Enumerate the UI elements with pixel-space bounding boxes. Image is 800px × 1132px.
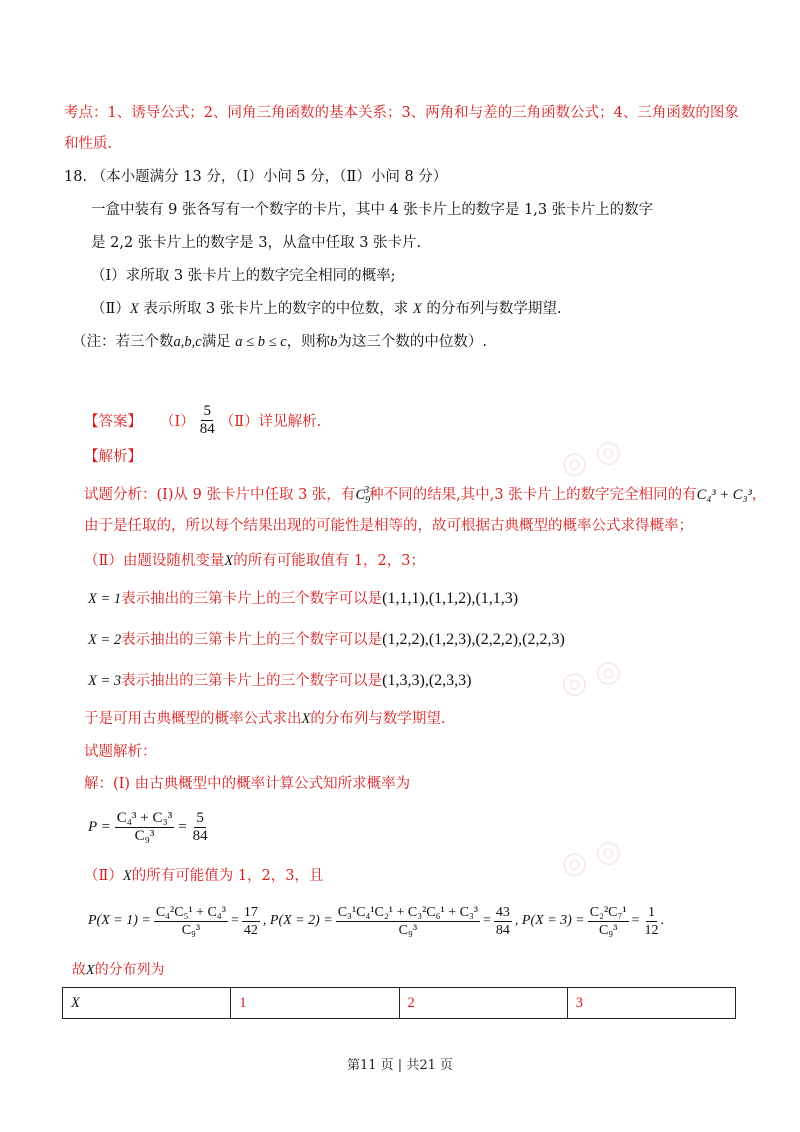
question-note (72, 332, 487, 352)
var-x: X (301, 711, 311, 727)
jiexi-step1: 解：(Ⅰ) 由古典概型中的概率计算公式知所求概率为 (84, 776, 411, 792)
fraction (588, 904, 629, 939)
text: 于是可用古典概型的概率公式求出 (84, 711, 302, 727)
text: 表示抽出的三第卡片上的三个数字可以是 (121, 632, 383, 648)
math: P = (88, 818, 111, 835)
watermark: ◎ ◎ (556, 831, 626, 884)
table-cell: 2 (399, 988, 567, 1019)
fenxi-line3 (84, 551, 425, 571)
fraction-numerator: 17 (243, 904, 258, 920)
fraction-numerator: C₄²C₅¹ + C₄³ (155, 904, 226, 920)
question-part2 (91, 299, 561, 319)
fraction-numerator: 5 (203, 402, 211, 419)
fraction-numerator: 43 (495, 904, 510, 920)
question-part1: （Ⅰ）求所取 3 张卡片上的数字完全相同的概率; (91, 268, 396, 284)
text: （注：若三个数 (72, 334, 174, 350)
text: 表示抽出的三第卡片上的三个数字可以是 (121, 591, 383, 607)
table-cell: X (63, 988, 231, 1019)
text: ， (751, 486, 767, 503)
fraction (336, 904, 480, 939)
fraction-denominator: 12 (644, 922, 659, 938)
math: C₄³ + C₃³ (696, 486, 752, 503)
fenxi-line4 (88, 589, 518, 609)
fraction-numerator: 5 (196, 809, 204, 826)
math: X = 1 (88, 591, 122, 607)
math: (1,1,1),(1,1,2),(1,1,3) (382, 590, 519, 607)
fraction (494, 904, 512, 939)
fraction-numerator: C₂²C₇¹ (589, 904, 627, 920)
fraction-denominator: C₉³ (134, 827, 155, 844)
math: , P(X = 2) = (262, 913, 333, 928)
watermark: ◎ ◎ (556, 431, 626, 484)
answer-label: 【答案】 (84, 413, 142, 430)
text: 表示抽出的三第卡片上的三个数字可以是 (121, 673, 383, 689)
math: 3 (364, 485, 370, 496)
text: 故 (72, 962, 86, 978)
jiexi-label: 试题解析： (84, 744, 157, 760)
text: 试题分析：(Ⅰ)从 9 张卡片中任取 3 张，有 (84, 486, 356, 503)
fenxi-line5 (88, 630, 565, 650)
var-x: X (129, 301, 139, 317)
var-x: X (122, 868, 132, 884)
math: = (178, 818, 187, 835)
formula-p (88, 805, 210, 849)
fraction-numerator: C₃¹C₄¹C₂¹ + C₃²C₆¹ + C₃³ (337, 904, 479, 920)
text: （Ⅱ） (91, 301, 130, 317)
fenxi-line6 (88, 671, 471, 691)
fraction-denominator: 84 (199, 420, 215, 437)
fraction (242, 904, 260, 939)
text: 的所有可能取值有 1，2，3； (233, 553, 426, 569)
math: (1,3,3),(2,3,3) (382, 672, 472, 689)
fraction-denominator: 42 (243, 922, 258, 938)
text: 的所有可能值为 1，2，3，且 (131, 868, 324, 884)
math: = (230, 913, 239, 928)
table-cell: 1 (231, 988, 399, 1019)
fenxi-line7 (84, 709, 445, 729)
watermark: ◎ ◎ (556, 651, 626, 704)
jiexi-step2 (84, 866, 324, 886)
math: . (660, 913, 664, 928)
fraction-numerator: 1 (648, 904, 655, 920)
table-row (63, 988, 736, 1019)
math: P(X = 1) = (88, 913, 151, 928)
text: （Ⅱ）由题设随机变量 (84, 553, 225, 569)
fenxi-line1 (84, 481, 766, 511)
question-line2: 是 2,2 张卡片上的数字是 3，从盒中任取 3 张卡片. (91, 235, 422, 251)
question-line1: 一盒中装有 9 张各写有一个数字的卡片，其中 4 张卡片上的数字是 1,3 张卡片上的数字 (91, 202, 654, 218)
text: 表示所取 3 张卡片上的数字的中位数，求 (138, 301, 413, 317)
math: = (631, 913, 640, 928)
answer-fraction (198, 403, 217, 438)
fraction (115, 810, 174, 845)
text: 种不同的结果,其中,3 张卡片上的数字完全相同的有 (369, 486, 697, 503)
kaodian-line1: 考点：1、诱导公式；2、同角三角函数的基本关系；3、两角和与差的三角函数公式；4、三角函数的图象 (64, 105, 739, 121)
page-footer: 第11 页 | 共21 页 (347, 1058, 453, 1073)
math: = (483, 913, 491, 928)
answer-part1: （Ⅰ） (160, 413, 195, 430)
text: ，则称 (286, 334, 331, 350)
formula-distribution (88, 898, 664, 944)
math: , P(X = 3) = (514, 913, 585, 928)
math: X = 2 (88, 632, 122, 648)
math: X = 3 (88, 673, 122, 689)
text: 为这三个数的中位数）. (337, 334, 488, 350)
var-x: X (412, 301, 422, 317)
analysis-label: 【解析】 (84, 449, 142, 465)
math: b (330, 334, 338, 350)
math: a,b,c (173, 334, 202, 350)
math: 9 (365, 494, 371, 506)
fraction (154, 904, 228, 939)
answer-part2: （Ⅱ）详见解析. (219, 413, 322, 430)
text: 的分布列与数学期望. (310, 711, 446, 727)
question-header: 18. （本小题满分 13 分，（Ⅰ）小问 5 分，（Ⅱ）小问 8 分） (64, 169, 448, 185)
fraction-denominator: C₉³ (598, 922, 618, 938)
fraction (191, 810, 210, 845)
text: 满足 (201, 334, 236, 350)
fraction-denominator: 84 (495, 922, 510, 938)
var-x: X (86, 963, 95, 978)
var-x: X (224, 553, 234, 569)
math: a ≤ b ≤ c (235, 334, 287, 350)
fraction-denominator: 84 (192, 827, 208, 844)
fraction-denominator: C₉³ (398, 922, 418, 938)
kaodian-line2: 和性质. (64, 136, 113, 152)
text: 的分布列与数学期望. (421, 301, 562, 317)
math: (1,2,2),(1,2,3),(2,2,2),(2,2,3) (382, 631, 565, 648)
answer-line (84, 400, 321, 440)
fraction-denominator: C₉³ (181, 922, 201, 938)
fraction-numerator: C₄³ + C₃³ (116, 809, 173, 826)
fenxi-line2: 由于是任取的，所以每个结果出现的可能性是相等的，故可根据古典概型的概率公式求得概率； (84, 518, 693, 534)
math (355, 485, 371, 506)
text: （Ⅱ） (84, 868, 123, 884)
table-cell: 3 (567, 988, 735, 1019)
dist-intro (72, 960, 165, 981)
text: 的分布列为 (94, 962, 165, 978)
distribution-table (62, 987, 736, 1019)
math: C (355, 486, 366, 503)
fraction (643, 904, 661, 939)
